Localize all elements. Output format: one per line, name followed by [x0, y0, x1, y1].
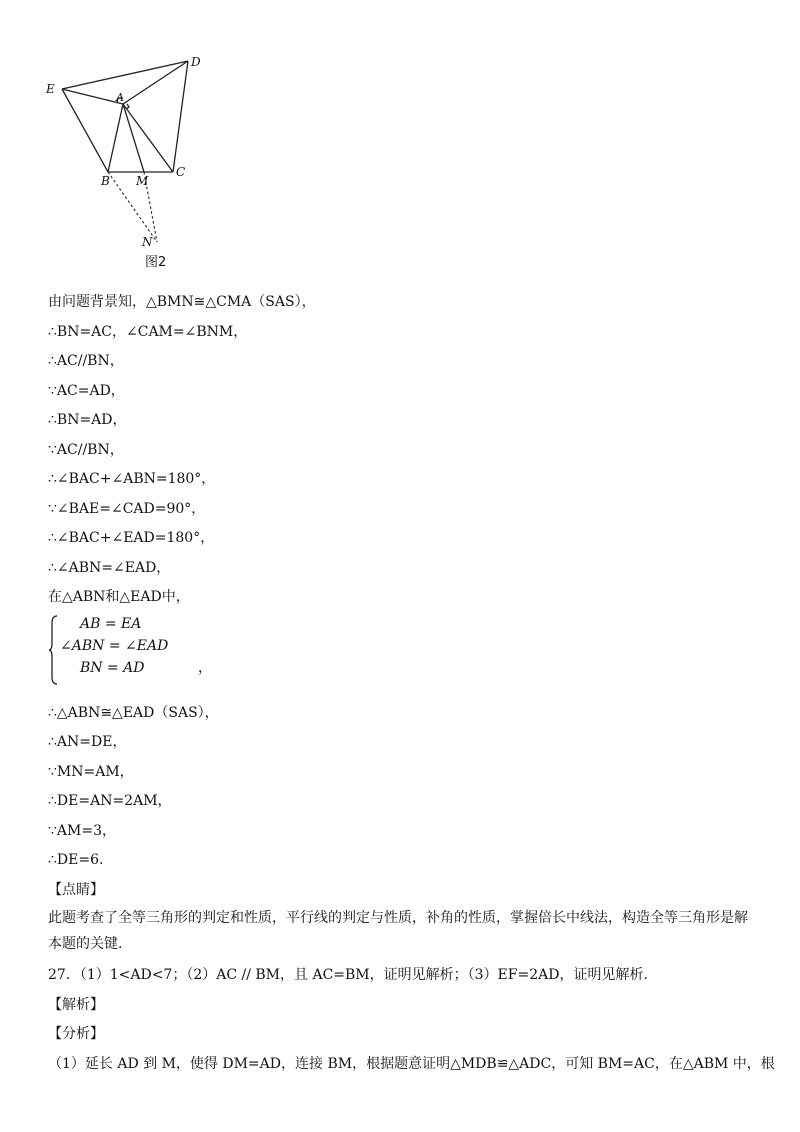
segment-DC [173, 61, 188, 172]
geometry-figure [40, 52, 230, 272]
analysis-heading: 【解析】 [48, 996, 104, 1013]
right-angle-mark-2 [126, 104, 129, 109]
segment-AC [123, 104, 173, 172]
system-row: ∠ABN = ∠EAD [60, 637, 169, 654]
solution-line: ∴DE=AN=2AM， [48, 793, 172, 809]
solution-line: ∴AC//BN， [48, 353, 124, 369]
solution-line: ∵∠BAE=∠CAD=90°， [48, 500, 206, 517]
dotted-segment-BN [108, 172, 157, 242]
breakdown-line: （1）延长 AD 到 M，使得 DM=AD，连接 BM，根据题意证明△MDB≌△ADC，可知 BM=AC，在△ABM 中，根 [48, 1055, 775, 1072]
system-row: AB = EA [80, 615, 142, 632]
solution-line: 在△ABN和△EAD中， [48, 589, 190, 605]
label-M: M [136, 174, 149, 188]
solution-line: ∵AM=3， [48, 822, 116, 839]
system-comma: ， [198, 659, 212, 676]
solution-line: ∴∠BAC+∠EAD=180°， [48, 530, 215, 546]
solution-line: ∵AC=AD， [48, 382, 125, 399]
label-E: E [46, 82, 55, 96]
solution-line: ∴AN=DE， [48, 734, 127, 750]
label-N: N [142, 235, 153, 249]
question-27-answer: 27．（1）1<AD<7；（2）AC // BM，且 AC=BM，证明见解析；（3）EF=2AD，证明见解析. [48, 967, 648, 983]
segment-DA [123, 61, 188, 104]
figure-svg [40, 52, 230, 272]
segment-EA [62, 89, 123, 104]
solution-line: ∴BN=AD， [48, 412, 127, 428]
segment-AM [123, 104, 144, 172]
solution-body [48, 288, 775, 1079]
comment-heading: 【点睛】 [48, 881, 104, 898]
comment-text: 此题考查了全等三角形的判定和性质，平行线的判定与性质，补角的性质，掌握倍长中线法，构造全等三角形是解本题的关键. [48, 910, 748, 952]
solution-line: 由问题背景知，△BMN≅△CMA（SAS）， [48, 294, 316, 310]
left-brace [48, 615, 58, 685]
label-B: B [101, 174, 110, 188]
label-D: D [191, 55, 201, 69]
solution-line: ∴∠ABN=∠EAD， [48, 559, 171, 576]
solution-line: ∵AC//BN， [48, 441, 124, 458]
segment-AB [108, 104, 123, 172]
figure-caption: 图2 [145, 255, 167, 270]
solution-line: ∴DE=6. [48, 852, 104, 868]
segment-ED [62, 61, 188, 89]
equation-system [48, 613, 768, 699]
solution-line: ∵MN=AM， [48, 763, 134, 780]
system-row: BN = AD [80, 659, 145, 676]
segment-EB [62, 89, 108, 172]
label-C: C [176, 165, 186, 179]
solution-line: ∴BN=AC，∠CAM=∠BNM， [48, 323, 248, 340]
system-rows [60, 613, 168, 679]
solution-line: ∴△ABN≅△EAD（SAS）， [48, 704, 219, 721]
label-A: A [116, 91, 124, 104]
breakdown-heading: 【分析】 [48, 1026, 104, 1042]
solution-line: ∴∠BAC+∠ABN=180°， [48, 471, 216, 487]
